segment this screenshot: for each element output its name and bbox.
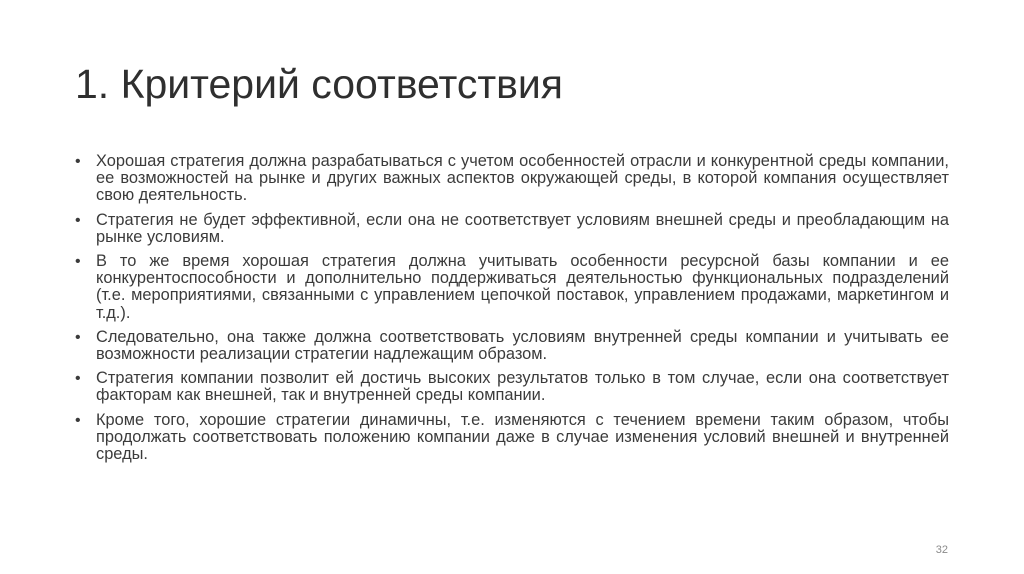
bullet-item — [74, 153, 949, 205]
bullet-marker: • — [75, 153, 81, 170]
bullet-item — [74, 370, 949, 404]
bullet-text: В то же время хорошая стратегия должна учитывать особенности ресурсной базы компании и ее конкурентоспособности и дополнительно поддерживаться деятельностью функциональных подразделений (т.е. мероприятиями, связанными с управлением цепочкой поставок, управлением продажами, маркетингом и т.д.). — [96, 252, 949, 322]
page-number: 32 — [935, 544, 948, 556]
bullet-marker: • — [75, 211, 81, 229]
bullet-text: Стратегия компании позволит ей достичь высоких результатов только в том случае, если она соответствует факторам как внешней, так и внутренней среды компании. — [96, 369, 949, 405]
bullet-item — [74, 412, 949, 464]
bullet-marker: • — [75, 328, 81, 346]
bullet-marker: • — [75, 411, 81, 429]
bullet-text: Стратегия не будет эффективной, если она не соответствует условиям внешней среды и преобладающим на рынке условиям. — [96, 210, 949, 246]
bullet-item — [74, 329, 949, 363]
bullet-item — [74, 212, 949, 246]
bullet-text: Следовательно, она также должна соответствовать условиям внутренней среды компании и учитывать ее возможности реализации стратегии надлежащим образом. — [96, 327, 949, 364]
bullet-item — [74, 253, 949, 322]
bullet-text: Хорошая стратегия должна разрабатываться с учетом особенностей отрасли и конкурентной среды компании, ее возможностей на рынке и других важных аспектов окружающей среды, в которой компания осуществляет свою деятельность. — [96, 152, 949, 205]
bullet-marker: • — [75, 253, 81, 271]
slide-title: 1. Критерий соответствия — [75, 61, 563, 107]
bullet-marker: • — [75, 370, 81, 388]
bullet-text: Кроме того, хорошие стратегии динамичны, т.е. изменяются с течением времени таким образом, чтобы продолжать соответствовать положению компании даже в случае изменения условий внешней и внутренней среды. — [96, 410, 949, 464]
bullet-list — [74, 153, 949, 470]
